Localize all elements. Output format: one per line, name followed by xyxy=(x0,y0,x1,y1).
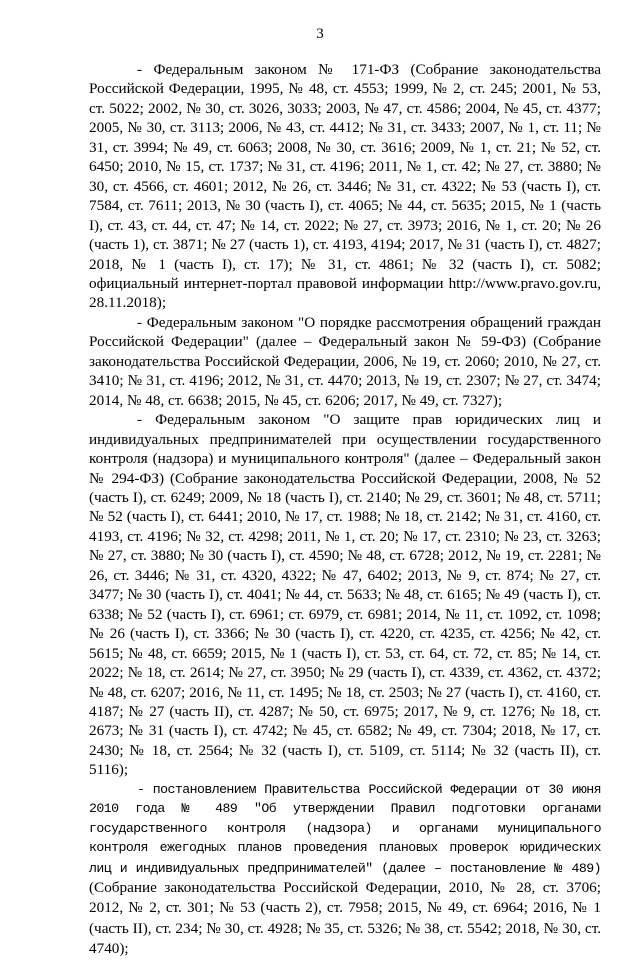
document-body xyxy=(89,60,601,960)
page-number: 3 xyxy=(316,26,324,42)
paragraph-law-59-fz: - Федеральным законом "О порядке рассмотрения обращений граждан Российской Федерации" (далее – Федеральный закон № 59-ФЗ) (Собрание законодательства Российской Федерации, 2006, № 19, ст. 2060; 2010, № 27, ст. 3410; № 31, ст. 4196; 2012, № 31, ст. 4470; 2013, № 19, ст. 2307; № 27, ст. 3474; 2014, № 48, ст. 6638; 2015, № 45, ст. 6206; 2017, № 49, ст. 7327); xyxy=(89,313,601,409)
paragraph-resolution-489 xyxy=(89,780,601,960)
resolution-489-title: - постановлением Правительства Российской Федерации от 30 июня 2010 года № 489 "Об утверждении Правил подготовки органами государственного контроля (надзора) и органами муниципального контроля ежегодных планов проведения плановых проверок юридических лиц и индивидуальных предпринимателей" (далее – постановление № 489) xyxy=(89,781,601,876)
paragraph-law-171-fz: - Федеральным законом № 171-ФЗ (Собрание законодательства Российской Федерации, 1995, № 48, ст. 4553; 1999, № 2, ст. 245; 2001, № 53, ст. 5022; 2002, № 30, ст. 3026, 3033; 2003, № 47, ст. 4586; 2004, № 45, ст. 4377; 2005, № 30, ст. 3113; 2006, № 43, ст. 4412; № 31, ст. 3433; 2007, № 1, ст. 11; № 31, ст. 3994; № 49, ст. 6063; 2008, № 30, ст. 3616; 2009, № 1, ст. 21; № 52, ст. 6450; 2010, № 15, ст. 1737; № 31, ст. 4196; 2011, № 1, ст. 42; № 27, ст. 3880; № 30, ст. 4566, ст. 4601; 2012, № 26, ст. 3446; № 31, ст. 4322; № 53 (часть I), ст. 7584, ст. 7611; 2013, № 30 (часть I), ст. 4065; № 44, ст. 5635; 2015, № 1 (часть I), ст. 43, ст. 44, ст. 47; № 14, ст. 2022; № 27, ст. 3973; 2016, № 1, ст. 20; № 26 (часть 1), ст. 3871; № 27 (часть 1), ст. 4193, 4194; 2017, № 31 (часть I), ст. 4827; 2018, № 1 (часть I), ст. 17); № 31, ст. 4861; № 32 (часть I), ст. 5082; официальный интернет-портал правовой информации http://www.pravo.gov.ru, 28.11.2018); xyxy=(89,61,601,312)
paragraph-law-294-fz: - Федеральным законом "О защите прав юридических лиц и индивидуальных предпринимателей при осуществлении государственного контроля (надзора) и муниципального контроля" (далее – Федеральный закон № 294-ФЗ) (Собрание законодательства Российской Федерации, 2008, № 52 (часть I), ст. 6249; 2009, № 18 (часть I), ст. 2140; № 29, ст. 3601; № 48, ст. 5711; № 52 (часть I), ст. 6441; 2010, № 17, ст. 1988; № 18, ст. 2142; № 31, ст. 4160, ст. 4193, ст. 4196; № 32, ст. 4298; 2011, № 1, ст. 20; № 17, ст. 2310; № 23, ст. 3263; № 27, ст. 3880; № 30 (часть I), ст. 4590; № 48, ст. 6728; 2012, № 19, ст. 2281; № 26, ст. 3446; № 31, ст. 4320, 4322; № 47, 6402; 2013, № 9, ст. 874; № 27, ст. 3477; № 30 (часть I), ст. 4041; № 44, ст. 5633; № 48, ст. 6165; № 49 (часть I), ст. 6338; № 52 (часть I), ст. 6961; ст. 6979, ст. 6981; 2014, № 11, ст. 1092, ст. 1098; № 26 (часть I), ст. 3366; № 30 (часть I), ст. 4220, ст. 4235, ст. 4256; № 42, ст. 5615; № 48, ст. 6659; 2015, № 1 (часть I), ст. 53, ст. 64, ст. 72, ст. 85; № 14, ст. 2022; № 18, ст. 2614; № 27, ст. 3950; № 29 (часть I), ст. 4339, ст. 4362, ст. 4372; № 48, ст. 6207; 2016, № 11, ст. 1495; № 18, ст. 2503; № 27 (часть I), ст. 4160, ст. 4187; № 27 (часть II), ст. 4287; № 50, ст. 6975; 2017, № 9, ст. 1276; № 18, ст. 2673; № 31 (часть I), ст. 4742; № 45, ст. 6582; № 49, ст. 7304; 2018, № 17, ст. 2430; № 18, ст. 2564; № 32 (часть I), ст. 5109, ст. 5114; № 32 (часть II), ст. 5116); xyxy=(89,411,601,779)
resolution-489-sources: (Собрание законодательства Российской Федерации, 2010, № 28, ст. 3706; 2012, № 2, ст. 301; № 53 (часть 2), ст. 7958; 2015, № 49, ст. 6964; 2016, № 1 (часть II), ст. 234; № 30, ст. 4928; № 35, ст. 5326; № 38, ст. 5542; 2018, № 30, ст. 4740); xyxy=(89,879,601,958)
